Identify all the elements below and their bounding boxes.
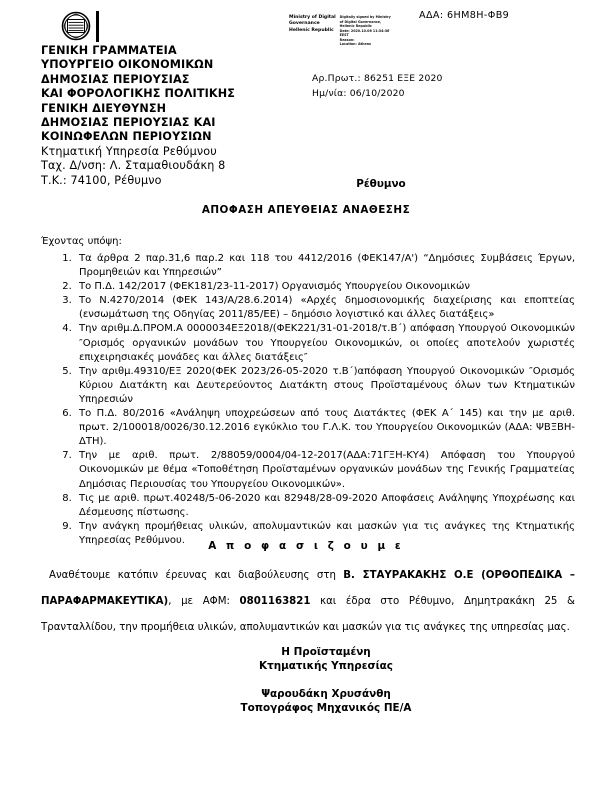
stamp-authority-line: Ministry of Digital bbox=[289, 15, 336, 20]
stamp-authority-line: Hellenic Republic bbox=[289, 27, 334, 33]
stamp-detail-line: Date: 2020.10.06 11:34:36 bbox=[339, 28, 390, 33]
ada-code: ΑΔΑ: 6ΗΜ8Η-ΦΒ9 bbox=[419, 10, 510, 21]
organization-line: Τ.Κ.: 74100, Ρέθυμνο bbox=[41, 173, 162, 187]
signature-gap bbox=[40, 673, 612, 687]
stamp-detail-line: of Digital Governance, bbox=[339, 19, 382, 24]
organization-line: ΓΕΝΙΚΗ ΔΙΕΥΘΥΝΣΗ bbox=[41, 101, 167, 115]
body-address-text: και έδρα στο Ρέθυμνο, Δημητρακάκη 25 & Τρανταλλίδου, την προμήθεια υλικών, απολυμαντικών και μασκών για τις ανάγκες της υπηρεσίας μας. bbox=[41, 596, 575, 633]
digital-signature-stamp bbox=[289, 15, 394, 51]
protocol-block bbox=[312, 71, 443, 101]
signer-name: Ψαρουδάκη Χρυσάνθη bbox=[261, 688, 391, 700]
protocol-number: Αρ.Πρωτ.: 86251 ΕΞΕ 2020 bbox=[312, 73, 443, 84]
clause-item: 6. Το Π.Δ. 80/2016 «Ανάληψη υποχρεώσεων από τους Διατάκτες (ΦΕΚ Α΄ 145) και την με αριθ. πρωτ. 2/100018/0026/30.12.2016 εγκύκλιο του Γ.Λ.Κ. του Υπουργείου Οικονομικών (ΑΔΑ: ΨΒΞΒΗ-ΔΤΗ). bbox=[75, 407, 575, 449]
stamp-authority-name bbox=[289, 15, 336, 51]
document-header bbox=[0, 0, 612, 187]
clause-item: 3. Το Ν.4270/2014 (ΦΕΚ 143/Α/28.6.2014) «Αρχές δημοσιονομικής διαχείρισης και εποπτείας (ενσωμάτωση της Οδηγίας 2011/85/ΕΕ) – δημόσιο λογιστικό και άλλες διατάξεις» bbox=[75, 294, 575, 322]
signature-block bbox=[0, 645, 612, 715]
page-title: ΑΠΟΦΑΣΗ ΑΠΕΥΘΕΙΑΣ ΑΝΑΘΕΣΗΣ bbox=[201, 204, 411, 216]
protocol-date: Ημ/νία: 06/10/2020 bbox=[312, 88, 405, 99]
contractor-name: Β. ΣΤΑΥΡΑΚΑΚΗΣ Ο.Ε (ΟΡΘΟΠΕΔΙΚΑ – ΠΑΡΑΦΑΡΜΑΚΕΥΤΙΚΑ) bbox=[41, 570, 575, 607]
hellenic-republic-emblem bbox=[60, 10, 106, 46]
afm-label: , με ΑΦΜ: bbox=[168, 596, 240, 607]
organization-line: ΚΟΙΝΩΦΕΛΩΝ ΠΕΡΙΟΥΣΙΩΝ bbox=[41, 130, 212, 144]
stamp-detail-line: Reason: bbox=[339, 37, 355, 42]
organization-line: ΓΕΝΙΚΗ ΓΡΑΜΜΑΤΕΙΑ bbox=[41, 44, 177, 57]
organization-line: ΔΗΜΟΣΙΑΣ ΠΕΡΙΟΥΣΙΑΣ bbox=[41, 72, 190, 86]
signer-role-line2: Κτηματικής Υπηρεσίας bbox=[259, 660, 393, 672]
stamp-detail-line: EEST bbox=[339, 33, 349, 37]
decision-heading: Α π ο φ α σ ι ζ ο υ μ ε bbox=[208, 540, 404, 552]
emblem-seal-icon bbox=[60, 10, 92, 42]
organization-line: ΥΠΟΥΡΓΕΙΟ ΟΙΚΟΝΟΜΙΚΩΝ bbox=[41, 58, 214, 72]
signer-role-line1: Η Προϊσταμένη bbox=[281, 646, 371, 658]
signer-title: Τοπογράφος Μηχανικός ΠΕ/Α bbox=[240, 702, 412, 714]
organization-line: Κτηματική Υπηρεσία Ρεθύμνου bbox=[41, 144, 217, 158]
preamble-text: Έχοντας υπόψη: bbox=[41, 236, 122, 247]
stamp-detail-line: Digitally signed by Ministry bbox=[339, 15, 391, 19]
city-label: Ρέθυμνο bbox=[356, 178, 406, 190]
clause-item: 7. Την με αριθ. πρωτ. 2/88059/0004/04-12-2017(ΑΔΑ:71ΓΞΗ-ΚΥ4) Απόφαση του Υπουργού Οικονομικών με θέμα «Τοποθέτηση Προϊσταμένων οργανικών μονάδων της Γενικής Γραμματείας Δημόσιας Περιουσίας του Υπουργείου Οικονομικών». bbox=[75, 449, 575, 491]
clause-item: 9. Την ανάγκη προμήθειας υλικών, απολυμαντικών και μασκών για τις ανάγκες της Κτηματικής Υπηρεσίας Ρεθύμνου. bbox=[75, 520, 575, 548]
clause-item: 2. Το Π.Δ. 142/2017 (ΦΕΚ181/23-11-2017) Οργανισμός Υπουργείου Οικονομικών bbox=[75, 280, 575, 294]
organization-line: ΔΗΜΟΣΙΑΣ ΠΕΡΙΟΥΣΙΑΣ ΚΑΙ bbox=[41, 116, 216, 130]
stamp-detail-line: Hellenic Republic bbox=[339, 24, 372, 28]
organization-line: ΚΑΙ ΦΟΡΟΛΟΓΙΚΗΣ ΠΟΛΙΤΙΚΗΣ bbox=[41, 87, 236, 101]
stamp-detail-line: Location: Athens bbox=[339, 42, 372, 46]
emblem-divider-bar bbox=[96, 11, 99, 42]
organization-block bbox=[41, 44, 291, 188]
clause-item: 4. Την αριθμ.Δ.ΠΡΟΜ.Α 0000034ΕΞ2018/(ΦΕΚ221/31-01-2018/τ.Β΄) απόφαση Υπουργού Οικονομικών ″Ορισμός οργανικών μονάδων του Υπουργείου Οικονομικών, οι οποίες αποτελούν χωριστές επιχειρησιακές μονάδες και άλλες διατάξεις″ bbox=[75, 322, 575, 364]
decision-body-paragraph bbox=[41, 563, 575, 641]
clause-item: 1. Τα άρθρα 2 παρ.31,6 παρ.2 και 118 του 4412/2016 (ΦΕΚ147/Α') “Δημόσιες Συμβάσεις Έργων, Προμηθειών και Υπηρεσιών” bbox=[75, 252, 575, 280]
clause-item: 8. Τις με αριθ. πρωτ.40248/5-06-2020 και 82948/28-09-2020 Αποφάσεις Ανάληψης Υποχρέωσης και Δέσμευσης πίστωσης. bbox=[75, 492, 575, 520]
stamp-signature-details bbox=[340, 15, 391, 51]
stamp-authority-line: Governance bbox=[289, 21, 320, 27]
clauses-list bbox=[41, 252, 575, 548]
body-intro: Αναθέτουμε κατόπιν έρευνας και διαβούλευσης στη bbox=[49, 570, 344, 581]
organization-line: Ταχ. Δ/νση: Λ. Σταμαθιουδάκη 8 bbox=[41, 159, 226, 173]
clause-item: 5. Την αριθμ.49310/ΕΞ 2020(ΦΕΚ 2023/26-05-2020 τ.Β΄)απόφαση Υπουργού Οικονομικών ″Ορισμός Κύριου Διατάκτη και Δευτερεύοντος Διατάκτη στους Προϊσταμένους όλων των Κτηματικών Υπηρεσιών bbox=[75, 365, 575, 407]
afm-value: 0801163821 bbox=[239, 596, 311, 607]
